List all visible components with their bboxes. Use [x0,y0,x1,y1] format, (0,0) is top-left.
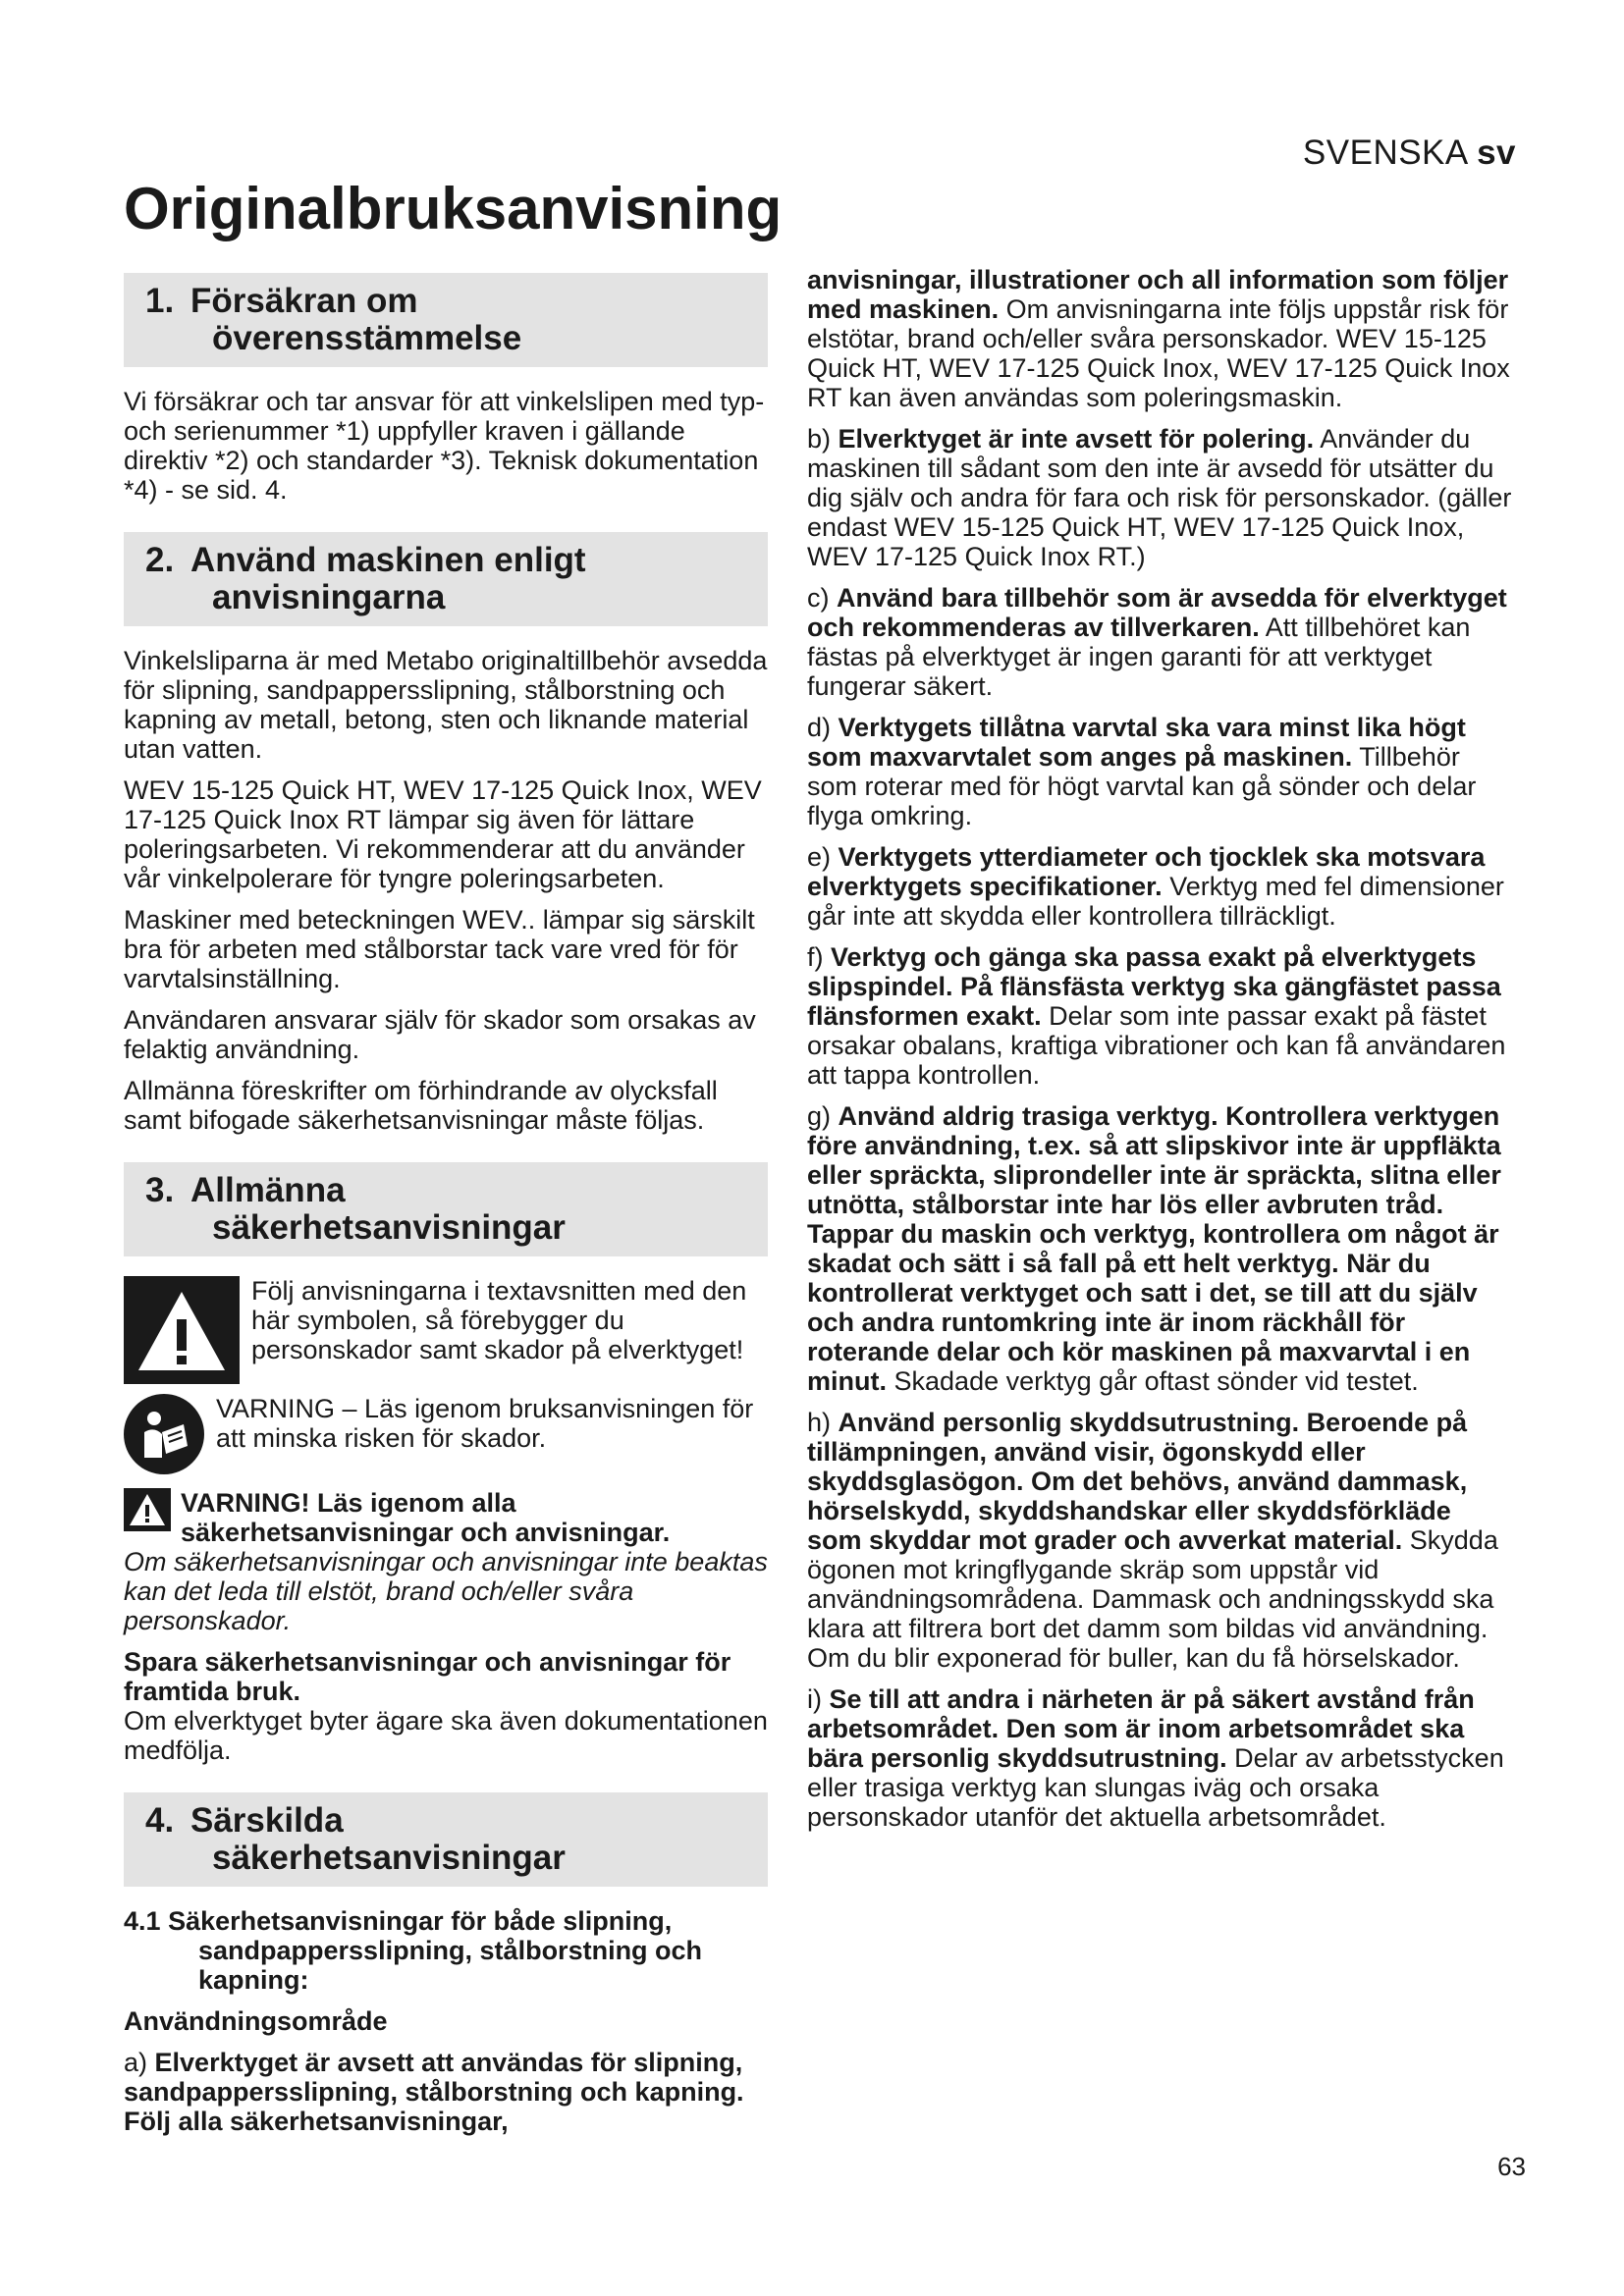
warning-symbol-notice: Följ anvisningarna i textavsnitten med den här symbolen, så förebygger du personskador samt skador på elverktyget! [124,1276,768,1384]
page-number: 63 [1497,2152,1526,2181]
warning-consequence: Om säkerhetsanvisningar och anvisningar inte beaktas kan det leda till elstöt, brand och/eller svåra personskador. [124,1547,768,1635]
item-i: i) Se till att andra i närheten är på säkert avstånd från arbetsområdet. Den som är inom arbetsområdet ska bära personlig skyddsutrustning. Delar av arbetsstycken eller trasiga verktyg kan slungas iväg och orsaka personskador utanför det aktuella arbetsområdet. [807,1684,1504,1832]
section-1-body: Vi försäkrar och tar ansvar för att vinkelslipen med typ- och serienummer *1) uppfyller kraven i gällande direktiv *2) och standarder *3). Teknisk dokumentation *4) - se sid. 4. [124,387,765,505]
section-1-heading: 1. Försäkran om överensstämmelse [124,273,768,367]
item-b: b) Elverktyget är inte avsett för polering. Använder du maskinen till sådant som den inte är avsedd för utsätter du dig själv och andra för fara och risk för personskador. (gäller endast WEV 15-125 Quick HT, WEV 17-125 Quick Inox, WEV 17-125 Quick Inox RT.) [807,424,1512,571]
usage-area-heading: Användningsområde [124,2006,388,2036]
paragraph: WEV 15-125 Quick HT, WEV 17-125 Quick Inox, WEV 17-125 Quick Inox RT lämpar sig även för lättare poleringsarbeten. Vi rekommenderar att du använder vår vinkelpolerare för tyngre poleringsarbeten. [124,775,762,893]
read-manual-notice: VARNING – Läs igenom bruksanvisningen för att minska risken för skador. [124,1394,768,1474]
item-c: c) Använd bara tillbehör som är avsedda för elverktyget och rekommenderas av tillverkaren. Att tillbehöret kan fästas på elverktyget är ingen garanti för att verktyget fungerar säkert. [807,583,1507,701]
subsection-4-1-heading: 4.1 Säkerhetsanvisningar för både slipning, sandpappersslipning, stålborstning och kapning: [124,1906,703,1995]
item-e: e) Verktygets ytterdiameter och tjocklek ska motsvara elverktygets specifikationer. Verktyg med fel dimensioner går inte att skydda eller kontrollera tillräckligt. [807,842,1504,931]
save-instructions-text: Om elverktyget byter ägare ska även dokumentationen medfölja. [124,1706,768,1765]
save-instructions: Spara säkerhetsanvisningar och anvisningar för framtida bruk. [124,1647,731,1706]
section-4-heading: 4. Särskilda säkerhetsanvisningar [124,1792,768,1887]
read-manual-icon [124,1394,204,1474]
language-label: SVENSKA sv [1302,133,1516,172]
document-title: Originalbruksanvisning [124,176,783,241]
right-column [807,265,1512,1843]
item-a: a) Elverktyget är avsett att användas för slipning, sandpappersslipning, stålborstning och kapning. Följ alla säkerhetsanvisningar, [124,2048,744,2136]
paragraph: Användaren ansvarar själv för skador som orsakas av felaktig användning. [124,1005,756,1064]
paragraph: Vinkelsliparna är med Metabo originaltillbehör avsedda för slipning, sandpappersslipning, stålborstning och kapning av metall, betong, sten och liknande material utan vatten. [124,646,768,764]
item-f: f) Verktyg och gänga ska passa exakt på elverktygets slipspindel. På flänsfästa verktyg ska gängfästet passa flänsformen exakt. Delar som inte passar exakt på fästet orsakar obalans, kraftiga vibrationer och kan få användaren att tappa kontrollen. [807,942,1506,1090]
item-d: d) Verktygets tillåtna varvtal ska vara minst lika högt som maxvarvtalet som anges på maskinen. Tillbehör som roterar med för högt varvtal kan gå sönder och delar flyga omkring. [807,713,1477,830]
item-h: h) Använd personlig skyddsutrustning. Beroende på tillämpningen, använd visir, ögonskydd eller skyddsglasögon. Om det behövs, använd dammask, hörselskydd, skyddshandskar eller skyddsförkläde som skyddar mot grader och avverkat material. Skydda ögonen mot kringflygande skräp som uppstår vid användningsområdena. Dammask och andningsskydd ska klara att filtrera bort det damm som bildas vid användning. Om du blir exponerad för buller, kan du få hörselskador. [807,1408,1498,1673]
warning-triangle-icon [124,1276,240,1384]
general-warning: VARNING! Läs igenom alla säkerhetsanvisningar och anvisningar. [124,1488,768,1547]
section-2-heading: 2. Använd maskinen enligt anvisningarna [124,532,768,626]
item-a-continued: anvisningar, illustrationer och all information som följer med maskinen. Om anvisningarna inte följs uppstår risk för elstötar, brand och/eller svåra personskador. WEV 15-125 Quick HT, WEV 17-125 Quick Inox, WEV 17-125 Quick Inox RT kan även användas som poleringsmaskin. [807,265,1510,412]
section-3-heading: 3. Allmänna säkerhetsanvisningar [124,1162,768,1256]
item-g: g) Använd aldrig trasiga verktyg. Kontrollera verktygen före användning, t.ex. så att slipskivor inte är uppfläkta eller spräckta, sliprondeller inte är spräckta, slitna eller utnötta, stålborstar inte har lös eller avbruten tråd. Tappar du maskin och verktyg, kontrollera om något är skadat och sätt i så fall på ett helt verktyg. När du kontrollerat verktyget och satt i det, se till att du själv och andra runtomkring inte är inom räckhåll för roterande delar och kör maskinen på maxvarvtal i en minut. Skadade verktyg går oftast sönder vid testet. [807,1101,1501,1396]
left-column [124,265,768,2148]
paragraph: Allmänna föreskrifter om förhindrande av olycksfall samt bifogade säkerhetsanvisningar måste följas. [124,1076,718,1135]
warning-triangle-small-icon [124,1488,171,1531]
paragraph: Maskiner med beteckningen WEV.. lämpar sig särskilt bra för arbeten med stålborstar tack vare vred för för varvtalsinställning. [124,905,755,993]
